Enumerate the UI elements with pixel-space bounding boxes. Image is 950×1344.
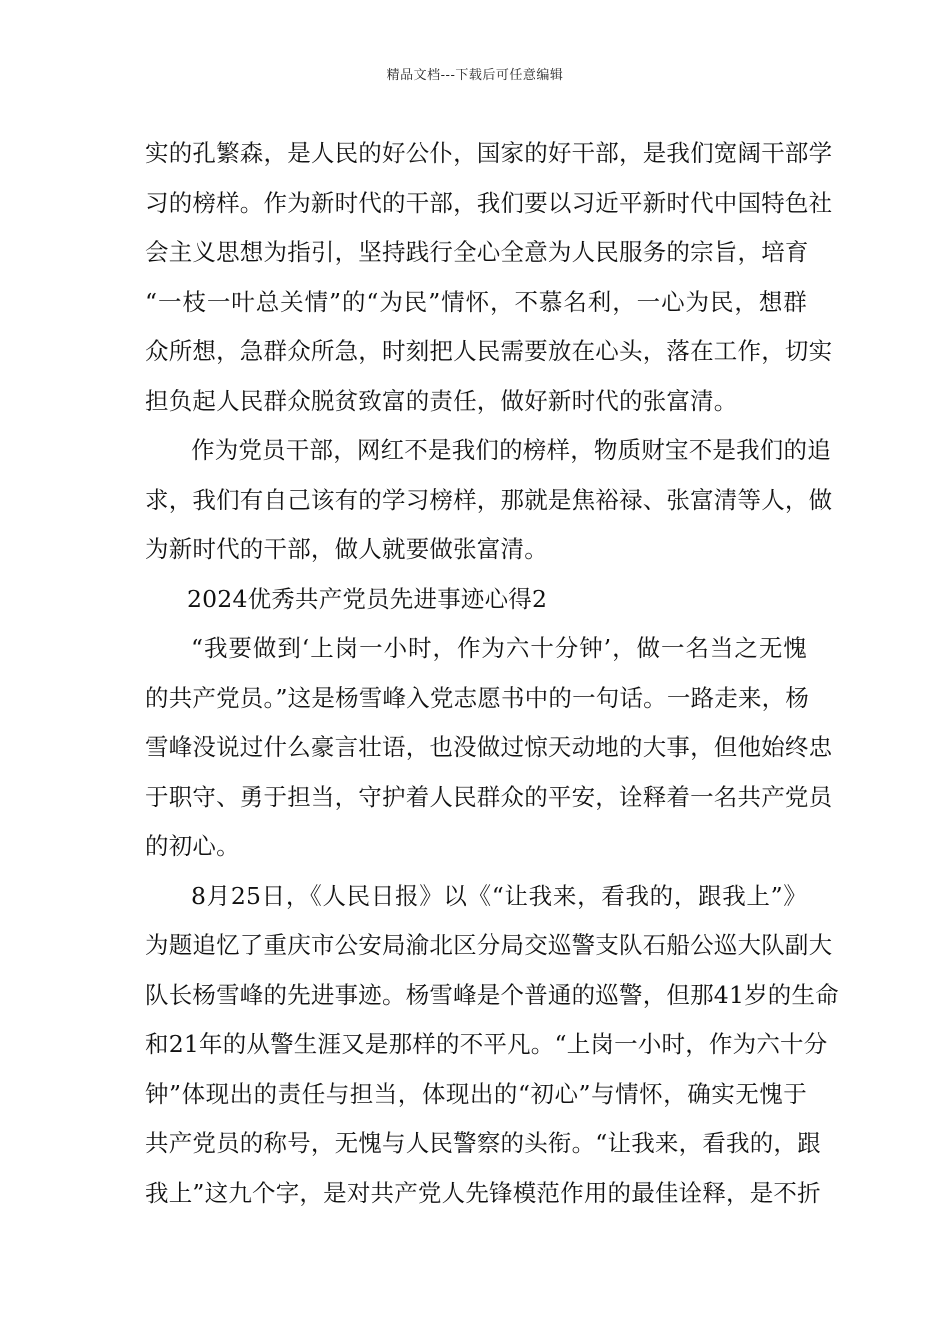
body-line: 队长杨雪峰的先进事迹。杨雪峰是个普通的巡警，但那41岁的生命 — [145, 980, 839, 1009]
body-line: “我要做到‘上岗一小时，作为六十分钟’，做一名当之无愧 — [191, 634, 807, 662]
body-line: “一枝一叶总关情”的“为民”情怀，不慕名利，一心为民，想群 — [145, 287, 807, 316]
body-line: 我上”这九个字，是对共产党人先锋模范作用的最佳诠释，是不折 — [145, 1178, 821, 1207]
body-line: 实的孔繁森，是人民的好公仆，国家的好干部，是我们宽阔干部学 — [145, 139, 833, 167]
body-line: 和21年的从警生涯又是那样的不平凡。“上岗一小时，作为六十分 — [145, 1030, 828, 1058]
body-line: 众所想，急群众所急，时刻把人民需要放在心头，落在工作，切实 — [145, 337, 833, 365]
body-line: 的初心。 — [145, 832, 240, 860]
body-line: 于职守、勇于担当，守护着人民群众的平安，诠释着一名共产党员 — [145, 782, 833, 811]
body-line: 共产党员的称号，无愧与人民警察的头衔。“让我来，看我的，跟 — [145, 1129, 821, 1157]
body-line: 会主义思想为指引，坚持践行全心全意为人民服务的宗旨，培育 — [145, 238, 809, 266]
body-line: 担负起人民群众脱贫致富的责任，做好新时代的张富清。 — [145, 386, 738, 415]
body-line: 雪峰没说过什么豪言壮语，也没做过惊天动地的大事，但他始终忠 — [145, 733, 833, 761]
body-line: 为新时代的干部，做人就要做张富清。 — [145, 535, 548, 563]
document-body — [145, 129, 839, 1218]
body-line: 求，我们有自己该有的学习榜样，那就是焦裕禄、张富清等人，做 — [145, 485, 833, 514]
page-header: 精品文档---下载后可任意编辑 — [386, 68, 564, 83]
body-line: 的共产党员。”这是杨雪峰入党志愿书中的一句话。一路走来，杨 — [145, 683, 810, 712]
section-heading: 2024优秀共产党员先进事迹心得2 — [187, 584, 548, 613]
body-line: 习的榜样。作为新时代的干部，我们要以习近平新时代中国特色社 — [145, 188, 833, 217]
body-line: 钟”体现出的责任与担当，体现出的“初心”与情怀，确实无愧于 — [145, 1079, 807, 1108]
body-line: 作为党员干部，网红不是我们的榜样，物质财宝不是我们的追 — [191, 436, 831, 464]
body-line: 为题追忆了重庆市公安局渝北区分局交巡警支队石船公巡大队副大 — [145, 931, 833, 959]
body-line: 8月25日，《人民日报》以《“让我来，看我的，跟我上”》 — [191, 881, 807, 910]
